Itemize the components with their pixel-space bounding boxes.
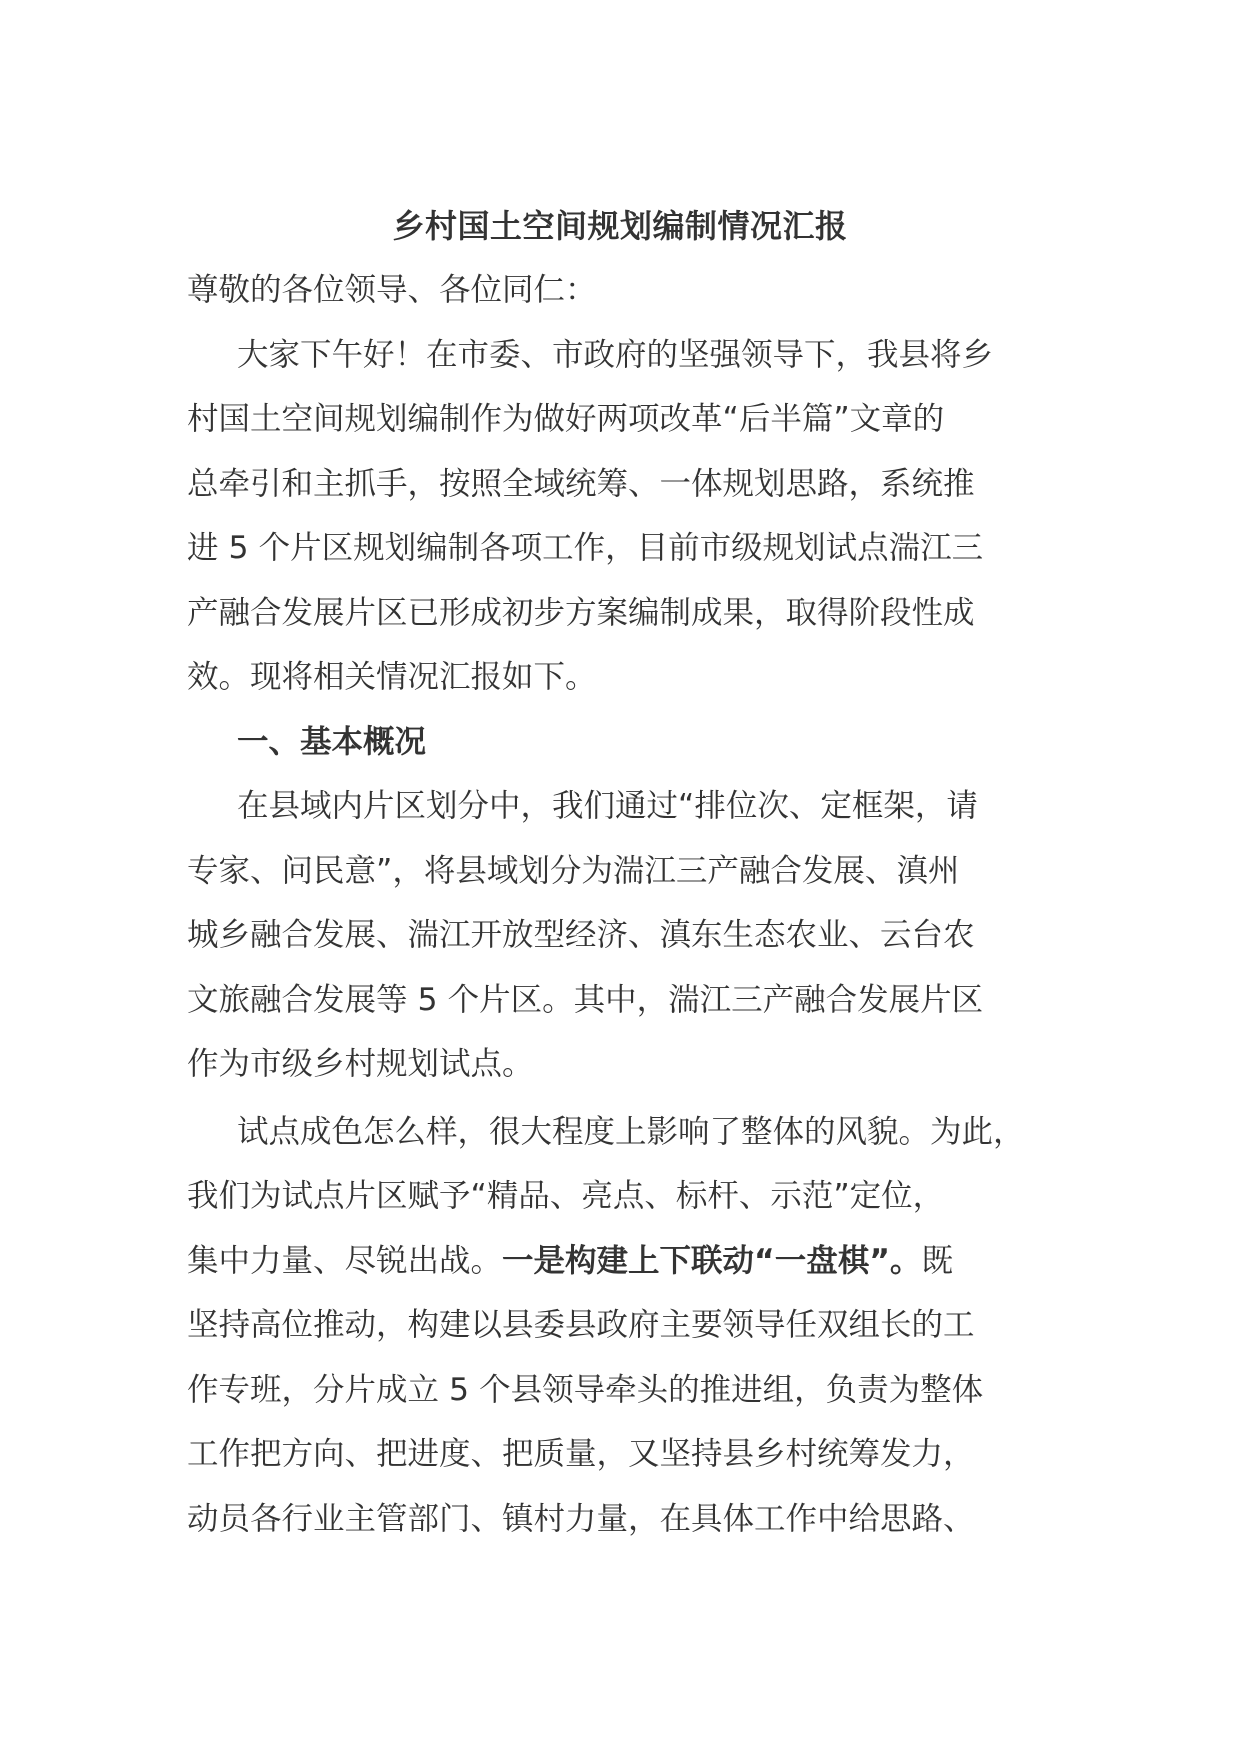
paragraph-line: 试点成色怎么样，很大程度上影响了整体的风貌。为此， — [237, 1113, 1025, 1150]
paragraph-line: 文旅融合发展等 5 个片区。其中，湍江三产融合发展片区 — [187, 981, 984, 1018]
paragraph-line: 动员各行业主管部门、镇村力量，在具体工作中给思路、 — [187, 1500, 975, 1537]
bold-emphasis: 一是构建上下联动“一盘棋”。 — [502, 1242, 922, 1279]
paragraph-line: 总牵引和主抓手，按照全域统筹、一体规划思路，系统推 — [187, 465, 975, 502]
paragraph-line: 大家下午好！在市委、市政府的坚强领导下，我县将乡 — [237, 336, 994, 373]
text-segment: 既 — [921, 1242, 953, 1279]
paragraph-overview — [187, 774, 1067, 1097]
document-title: 乡村国土空间规划编制情况汇报 — [392, 207, 848, 245]
paragraph-line-mixed — [187, 1229, 1067, 1294]
paragraph-line: 村国土空间规划编制作为做好两项改革“后半篇”文章的 — [187, 401, 945, 437]
paragraph-line: 作专班，分片成立 5 个县领导牵头的推进组，负责为整体 — [187, 1371, 984, 1408]
section-heading: 一、基本概况 — [237, 723, 427, 760]
paragraph-line: 作为市级乡村规划试点。 — [187, 1046, 534, 1082]
paragraph-line: 效。现将相关情况汇报如下。 — [187, 659, 597, 695]
paragraph-line: 我们为试点片区赋予“精品、亮点、标杆、示范”定位， — [187, 1178, 945, 1214]
paragraph-pilot — [187, 1100, 1067, 1552]
paragraph-line: 城乡融合发展、湍江开放型经济、滇东生态农业、云台农 — [187, 917, 975, 953]
paragraph-line: 进 5 个片区规划编制各项工作，目前市级规划试点湍江三 — [187, 530, 984, 566]
salutation: 尊敬的各位领导、各位同仁： — [187, 272, 597, 308]
paragraph-line: 工作把方向、把进度、把质量，又坚持县乡村统筹发力， — [187, 1436, 975, 1472]
paragraph-line: 在县域内片区划分中，我们通过“排位次、定框架，请 — [237, 788, 978, 824]
document-body — [187, 258, 1067, 1551]
paragraph-line: 专家、问民意”，将县域划分为湍江三产融合发展、滇州 — [187, 852, 960, 889]
paragraph-line: 坚持高位推动，构建以县委县政府主要领导任双组长的工 — [187, 1307, 975, 1343]
paragraph-intro — [187, 323, 1067, 710]
paragraph-line: 产融合发展片区已形成初步方案编制成果，取得阶段性成 — [187, 594, 975, 631]
text-segment: 集中力量、尽锐出战。 — [187, 1242, 503, 1279]
